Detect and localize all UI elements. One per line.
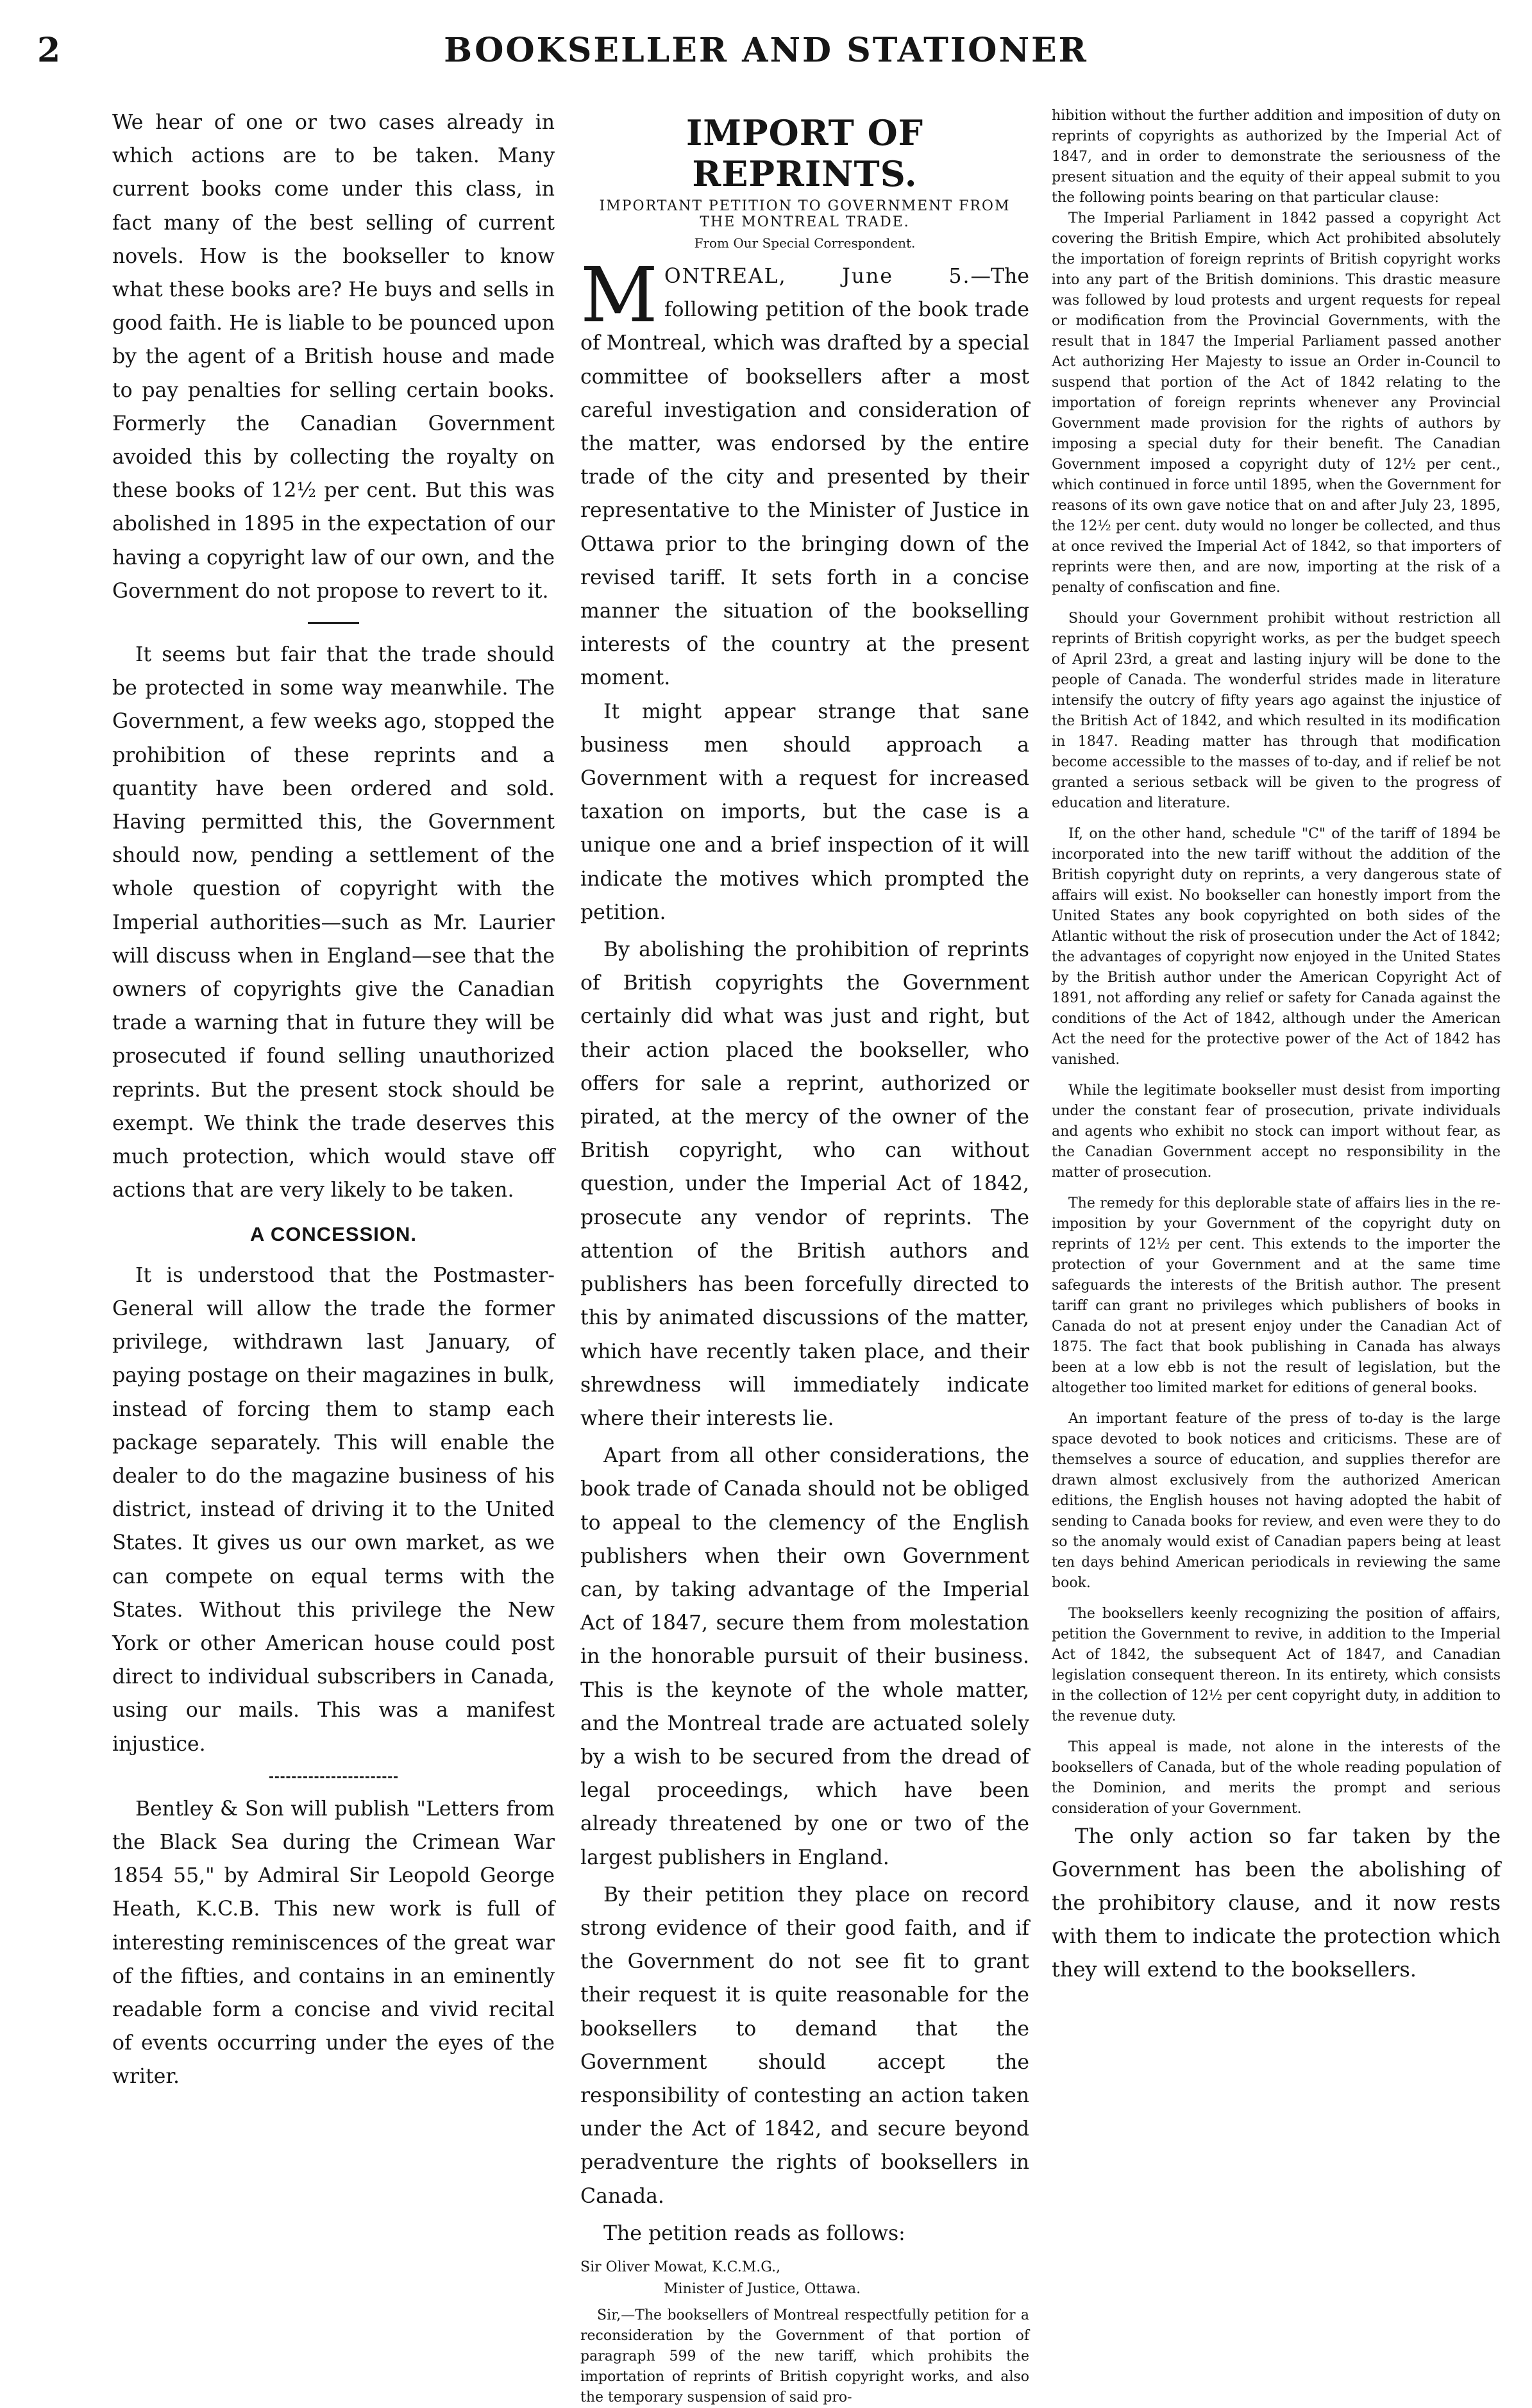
col1-paragraph-3: It is understood that the Postmaster-General will allow the trade the former privilege, withdrawn last January, of paying postage on their magazines in bulk, instead of forcing them to stamp each package separately. This will enable the dealer to do the magazine business of his district, instead of driving it to the United States. It gives us our own market, as we can compete on equal terms with the States. Without this privilege the New York or other American house could post direct to individual subscribers in Canada, using our mails. This was a manifest injustice. [112, 1263, 555, 1756]
article-dek: IMPORTANT PETITION TO GOVERNMENT FROM THE MONTREAL TRADE. [599, 198, 1011, 230]
article-closing: The only action so far taken by the Government has been the abolishing of the prohibitory clause, and it now rests with them to indicate the protection which they will extend to the booksellers. [1052, 1824, 1501, 1982]
article-lede [580, 251, 1030, 695]
running-title: BOOKSELLER AND STATIONER [444, 31, 1088, 70]
article-title: IMPORT OF REPRINTS. [686, 112, 923, 194]
section-divider-dashed [269, 1776, 398, 1778]
petition-paragraph-cont: hibition without the further addition and imposition of duty on reprints of copyrights as authorized by the Imperial Act of 1847, and in order to demonstrate the seriousness of the present situation and the equity of their appeal submit to you the following points bearing on that particular clause: [1052, 108, 1501, 206]
drop-cap: M [580, 251, 658, 339]
col1-paragraph-1: We hear of one or two cases already in which actions are to be taken. Many current books come under this class, in fact many of the best selling of current novels. How is the bookseller to know what these books are? He buys and sells in good faith. He is liable to be pounced upon by the agent of a British house and made to pay penalties for selling certain books. Formerly the Canadian Government avoided this by collecting the royalty on these books of 12½ per cent. But this was abolished in 1895 in the expectation of our having a copyright law of our own, and the Government do not propose to revert to it. [112, 111, 555, 603]
petition-paragraph-8: The booksellers keenly recognizing the position of affairs, petition the Government to revive, in addition to the Imperial Act of 1842, the subsequent Act of 1847, and Canadian legislation consequent thereon. In its entirety, which consists in the collection of 12½ per cent copyright duty, in addition to the revenue duty. [1052, 1606, 1501, 1724]
petition-paragraph-2: The Imperial Parliament in 1842 passed a copyright Act covering the British Empire, which Act prohibited absolutely the importation of foreign reprints of British copyright works into any part of the British dominions. This drastic measure was followed by loud protests and urgent requests for repeal or modification from the Provincial Governments, with the result that in 1847 the Imperial Parliament passed another Act authorizing Her Majesty to issue an Order in-Council to suspend that portion of the Act of 1842 relating to the importation of foreign reprints whenever any Provincial Government made provision for the rights of authors by imposing a special duty for their benefit. The Canadian Government imposed a copyright duty of 12½ per cent., which continued in force until 1895, when the Government for reasons of its own gave notice that on and after July 23, 1895, the 12½ per cent. duty would no longer be collected, and thus at once revived the Imperial Act of 1842, so that importers of reprints were then, and are now, importing at the risk of a penalty of confiscation and fine. [1052, 210, 1501, 596]
petition-addressee: Sir Oliver Mowat, K.C.M.G., [580, 2259, 780, 2275]
petition-paragraph-4: If, on the other hand, schedule "C" of the tariff of 1894 be incorporated into the new tariff without the addition of the British copyright duty on reprints, a very dangerous state of affairs will exist. No bookseller can honestly import from the United States any book copyrighted on both sides of the Atlantic without the risk of prosecution under the Act of 1842; the advantages of copyright now enjoyed in the United States by the British author under the American Copyright Act of 1891, not affording any relief or safety for Canada against the conditions of the Act of 1842, although under the American Act the need for the protective power of the Act of 1842 has vanished. [1052, 826, 1501, 1068]
petition-addressee-title: Minister of Justice, Ottawa. [664, 2280, 861, 2297]
article-paragraph-5: By their petition they place on record strong evidence of their good faith, and if the Government do not see fit to grant their request it is quite reasonable for the booksellers to demand that the Government should accept the responsibility of contesting an action taken under the Act of 1842, and secure beyond peradventure the rights of booksellers in Canada. [580, 1883, 1029, 2208]
article-paragraph-4: Apart from all other considerations, the book trade of Canada should not be obliged to appeal to the clemency of the English publishers when their own Government can, by taking advantage of the Imperial Act of 1847, secure them from molestation in the honorable pursuit of their business. This is the keynote of the whole matter, and the Montreal trade are actuated solely by a wish to be secured from the dread of legal proceedings, which have been already threatened by one or two of the largest publishers in England. [580, 1444, 1029, 1869]
page-number: 2 [37, 31, 61, 70]
section-divider [308, 622, 359, 624]
col1-paragraph-4: Bentley & Son will publish "Letters from the Black Sea during the Crimean War 1854 55," by Admiral Sir Leopold George Heath, K.C.B. This new work is full of interesting reminiscences of the great war of the fifties, and contains in an eminently readable form a concise and vivid recital of events occurring under the eyes of the writer. [112, 1797, 555, 2089]
petition-paragraph-9: This appeal is made, not alone in the interests of the booksellers of Canada, but of the whole reading population of the Dominion, and merits the prompt and serious consideration of your Government. [1052, 1739, 1501, 1817]
lede-text: —The following petition of the book trade of Montreal, which was drafted by a special committee of booksellers after a most careful investigation and consideration of the matter, was endorsed by the entire trade of the city and presented by their representative to the Minister of Justice in Ottawa prior to the bringing down of the revised tariff. It sets forth in a concise manner the situation of the bookselling interests of the country at the present moment. [580, 265, 1030, 690]
col1-paragraph-2: It seems but fair that the trade should be protected in some way meanwhile. The Government, a few weeks ago, stopped the prohibition of these reprints and a quantity have been ordered and sold. Having permitted this, the Government should now, pending a settlement of the whole question of copyright with the Imperial authorities—such as Mr. Laurier will discuss when in England—see that the owners of copyrights give the Canadian trade a warning that in future they will be prosecuted if found selling unauthorized reprints. But the present stock should be exempt. We think the trade deserves this much protection, which would stave off actions that are very likely to be taken. [112, 643, 555, 1202]
column-middle [580, 106, 1030, 2405]
petition-paragraph-1: Sir,—The booksellers of Montreal respectfully petition for a reconsideration by the Government of that portion of paragraph 599 of the new tariff, which prohibits the importation of reprints of British copyright works, and also the temporary suspension of said pro- [580, 2307, 1029, 2405]
article-paragraph-3: By abolishing the prohibition of reprints of British copyrights the Government certainly did what was just and right, but their action placed the bookseller, who offers for sale a reprint, authorized or pirated, at the mercy of the owner of the British copyright, who can without question, under the Imperial Act of 1842, prosecute any vendor of reprints. The attention of the British authors and publishers has been forcefully directed to this by animated discussions of the matter, which have recently taken place, and their shrewdness will immediately indicate where their interests lie. [580, 938, 1029, 1430]
article-byline: From Our Special Correspondent. [694, 235, 916, 251]
petition-paragraph-6: The remedy for this deplorable state of affairs lies in the re-imposition by your Government of the copyright duty on reprints of 12½ per cent. This extends to the importer the protection of your Government and at the same time safeguards the interests of the British author. The present tariff can grant no privileges which publishers of books in Canada do not at present enjoy under the Canadian Act of 1875. The fact that book publishing in Canada has always been at a low ebb is not the result of legislation, but the altogether too limited market for editions of general books. [1052, 1195, 1501, 1396]
subheading-concession: A CONCESSION. [250, 1222, 417, 1245]
petition-paragraph-5: While the legitimate bookseller must desist from importing under the constant fear of prosecution, private individuals and agents who exhibit no stock can import without fear, as the Canadian Government accept no responsibility in the matter of prosecution. [1052, 1082, 1501, 1181]
dateline: ONTREAL, June 5. [664, 265, 971, 288]
article-paragraph-2: It might appear strange that sane business men should approach a Government with a request for increased taxation on imports, but the case is a unique one and a brief inspection of it will indicate the motives which prompted the petition. [580, 700, 1029, 924]
petition-paragraph-3: Should your Government prohibit without restriction all reprints of British copyright works, as per the budget speech of April 23rd, a great and lasting injury will be done to the people of Canada. The wonderful strides made in literature intensify the outcry of fifty years ago against the injustice of the British Act of 1842, and which resulted in its modification in 1847. Reading matter has through that modification become accessible to the masses of to-day, and if relief be not granted a serious setback will be given to the progress of education and literature. [1052, 610, 1501, 811]
column-right [1052, 106, 1501, 2030]
article-paragraph-6: The petition reads as follows: [603, 2221, 905, 2245]
column-left [112, 106, 555, 2089]
petition-paragraph-7: An important feature of the press of to-day is the large space devoted to book notices and criticisms. These are of themselves a source of education, and supplies therefor are drawn almost exclusively from the authorized American editions, the English houses not having adopted the habit of sending to Canada books for review, and even were they to do so the anomaly would exist of Canadian papers being at least ten days behind American periodicals in reviewing the same book. [1052, 1411, 1501, 1591]
